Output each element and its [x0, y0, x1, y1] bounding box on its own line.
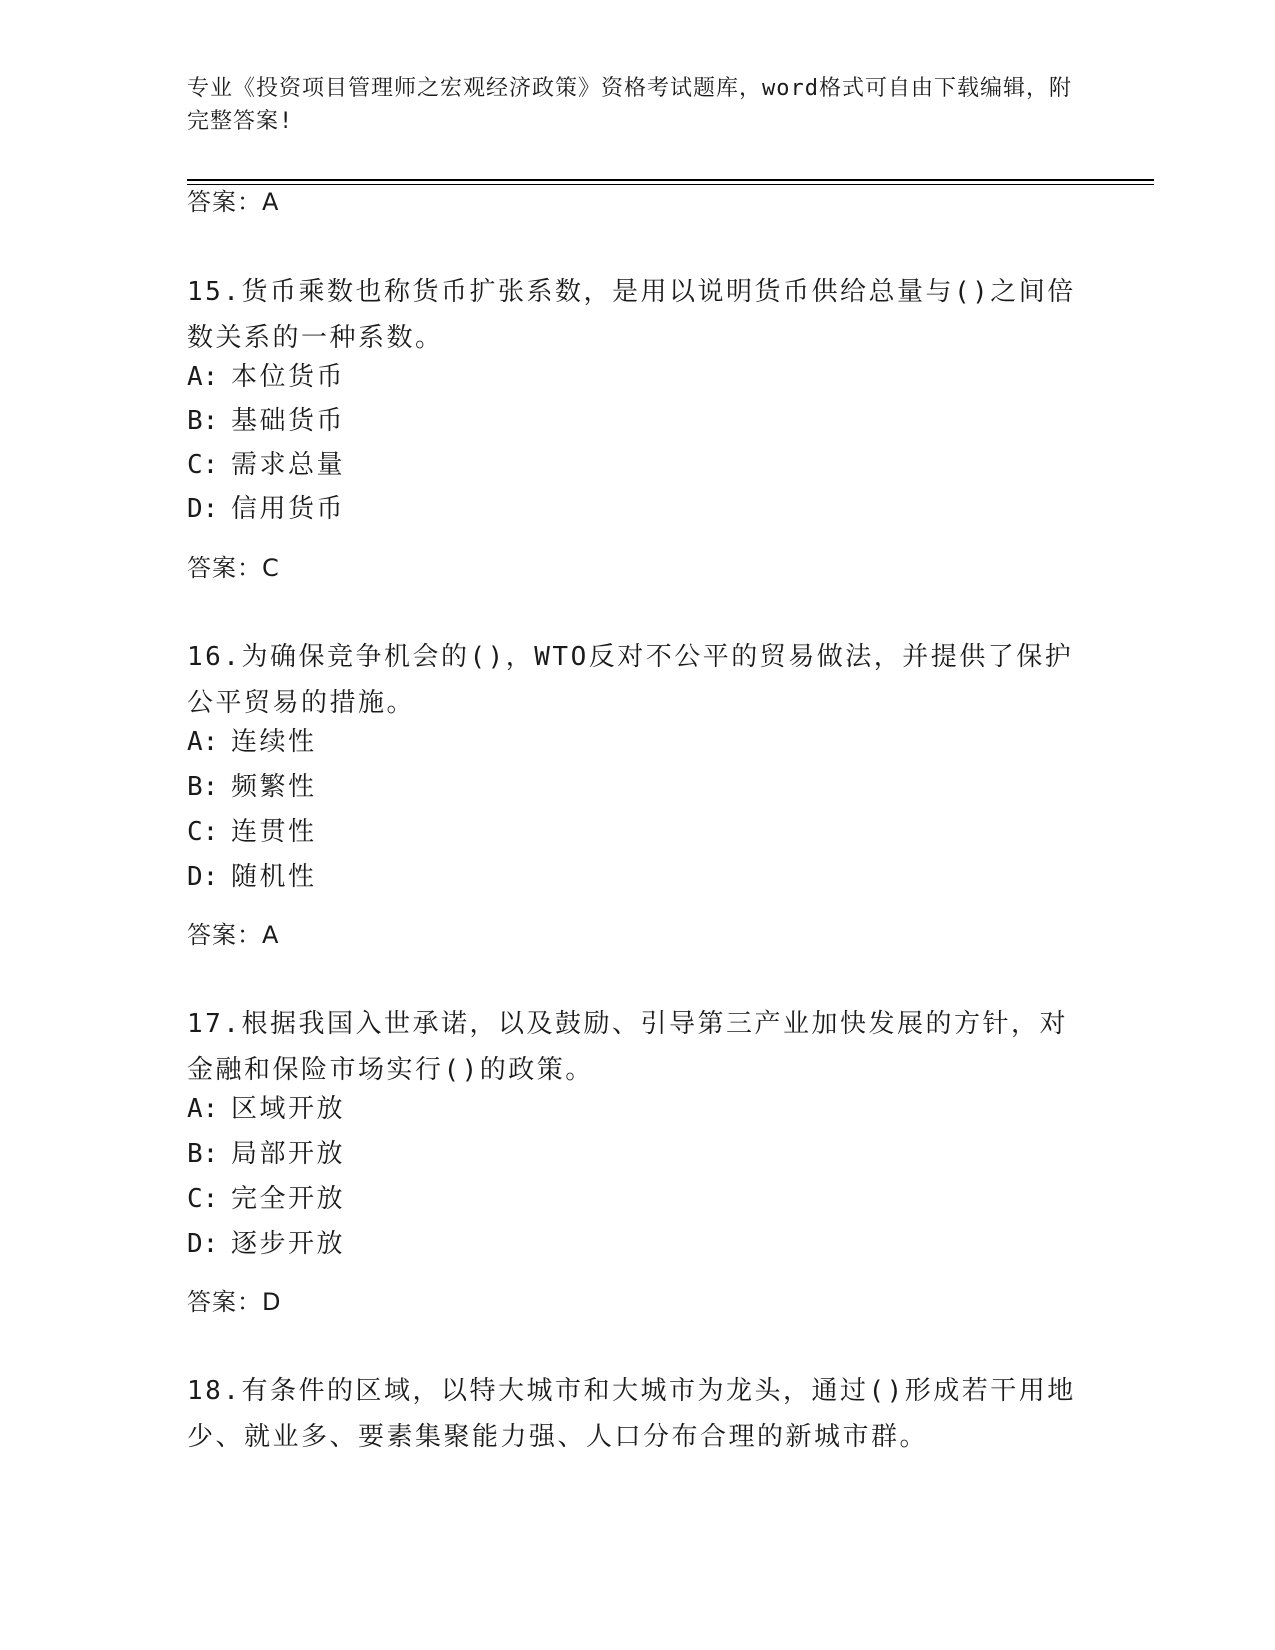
option-text: 本位货币 — [231, 362, 346, 392]
question-18-stem: 18.有条件的区域，以特大城市和大城市为龙头，通过()形成若干用地少、就业多、要素集聚能力强、人口分布合理的新城市群。 — [187, 1376, 1076, 1452]
question-17-option-c — [187, 1183, 345, 1215]
question-15-option-b — [187, 405, 345, 437]
option-text: 完全开放 — [231, 1184, 346, 1214]
question-15-option-a — [187, 361, 345, 393]
header-rule-thin — [187, 184, 1154, 185]
question-16-option-a — [187, 726, 317, 758]
option-text: 基础货币 — [231, 406, 346, 436]
option-key: B: — [187, 1139, 219, 1169]
document-header: 专业《投资项目管理师之宏观经济政策》资格考试题库，word格式可自由下载编辑，附完整答案! — [187, 76, 1072, 134]
option-text: 连贯性 — [231, 817, 317, 847]
question-16-option-b — [187, 771, 317, 803]
question-15-option-d — [187, 493, 345, 525]
option-text: 频繁性 — [231, 772, 317, 802]
option-key: D: — [187, 1229, 219, 1259]
option-text: 随机性 — [231, 862, 317, 892]
option-key: B: — [187, 772, 219, 802]
option-text: 局部开放 — [231, 1139, 346, 1169]
answer-17: 答案：D — [187, 1288, 282, 1316]
question-17-option-a — [187, 1093, 345, 1125]
answer-16: 答案：A — [187, 921, 280, 949]
option-key: A: — [187, 1094, 219, 1124]
option-key: A: — [187, 727, 219, 757]
option-text: 信用货币 — [231, 494, 346, 524]
question-16-option-d — [187, 861, 317, 893]
option-key: C: — [187, 1184, 219, 1214]
header-rule-thick — [187, 179, 1154, 181]
option-text: 需求总量 — [231, 450, 346, 480]
option-key: D: — [187, 862, 219, 892]
answer-14: 答案：A — [187, 188, 280, 216]
question-17-stem: 17.根据我国入世承诺，以及鼓励、引导第三产业加快发展的方针，对金融和保险市场实行()的政策。 — [187, 1009, 1068, 1085]
option-key: B: — [187, 406, 219, 436]
option-key: D: — [187, 494, 219, 524]
option-key: A: — [187, 362, 219, 392]
option-text: 连续性 — [231, 727, 317, 757]
question-15-option-c — [187, 449, 345, 481]
option-text: 逐步开放 — [231, 1229, 346, 1259]
option-text: 区域开放 — [231, 1094, 346, 1124]
question-17-option-d — [187, 1228, 345, 1260]
option-key: C: — [187, 817, 219, 847]
option-key: C: — [187, 450, 219, 480]
question-16-option-c — [187, 816, 317, 848]
question-15-stem: 15.货币乘数也称货币扩张系数，是用以说明货币供给总量与()之间倍数关系的一种系数。 — [187, 277, 1076, 353]
question-16-stem: 16.为确保竞争机会的()，WTO反对不公平的贸易做法，并提供了保护公平贸易的措施。 — [187, 642, 1074, 718]
question-17-option-b — [187, 1138, 345, 1170]
answer-15: 答案：C — [187, 554, 280, 582]
